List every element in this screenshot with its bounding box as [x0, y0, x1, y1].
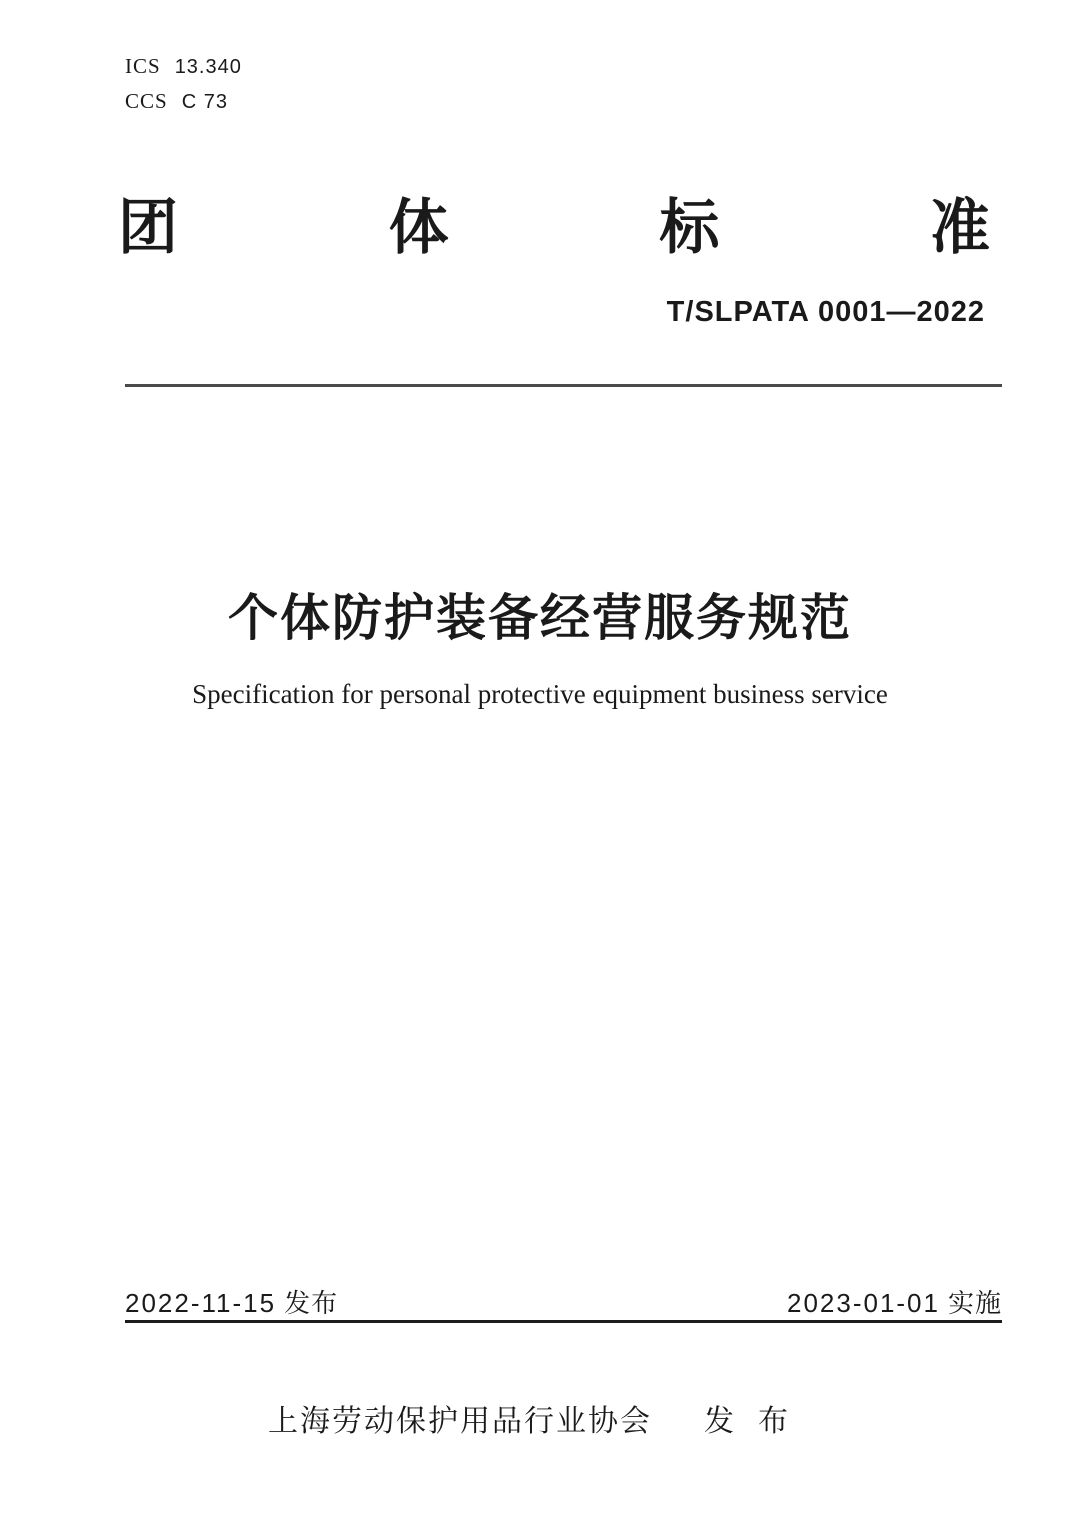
ics-label: ICS: [125, 54, 161, 78]
implementation-date-label: 实施: [947, 1288, 1002, 1318]
ccs-label: CCS: [125, 89, 168, 113]
ccs-value: C 73: [181, 91, 228, 113]
doc-type-char: 体: [388, 194, 449, 261]
classification-codes: [125, 50, 242, 120]
dates-row: [125, 1283, 1002, 1320]
doc-type-char: 准: [929, 194, 990, 261]
publisher-action: 发布: [704, 1405, 812, 1438]
issue-date-value: 2022-11-15: [125, 1288, 277, 1318]
publisher-line: [0, 1396, 1080, 1440]
title-chinese: 个体防护装备经营服务规范: [228, 590, 852, 646]
ccs-code-row: [125, 85, 242, 120]
standard-number: T/SLPATA 0001—2022: [666, 296, 985, 328]
header-rule: [125, 384, 1002, 387]
issue-date-label: 发布: [284, 1288, 339, 1318]
implementation-date: [787, 1283, 1002, 1320]
doc-type-char: 团: [118, 194, 178, 261]
issue-date: [125, 1283, 338, 1320]
title-english: Specification for personal protective equipment business service: [192, 679, 888, 709]
publisher-org: 上海劳动保护用品行业协会: [268, 1405, 652, 1438]
footer-rule: [125, 1320, 1002, 1323]
ics-code-row: [125, 50, 242, 85]
implementation-date-value: 2023-01-01: [786, 1288, 940, 1318]
ics-value: 13.340: [174, 56, 242, 78]
doc-type-heading: [118, 196, 990, 260]
doc-type-char: 标: [659, 194, 720, 261]
